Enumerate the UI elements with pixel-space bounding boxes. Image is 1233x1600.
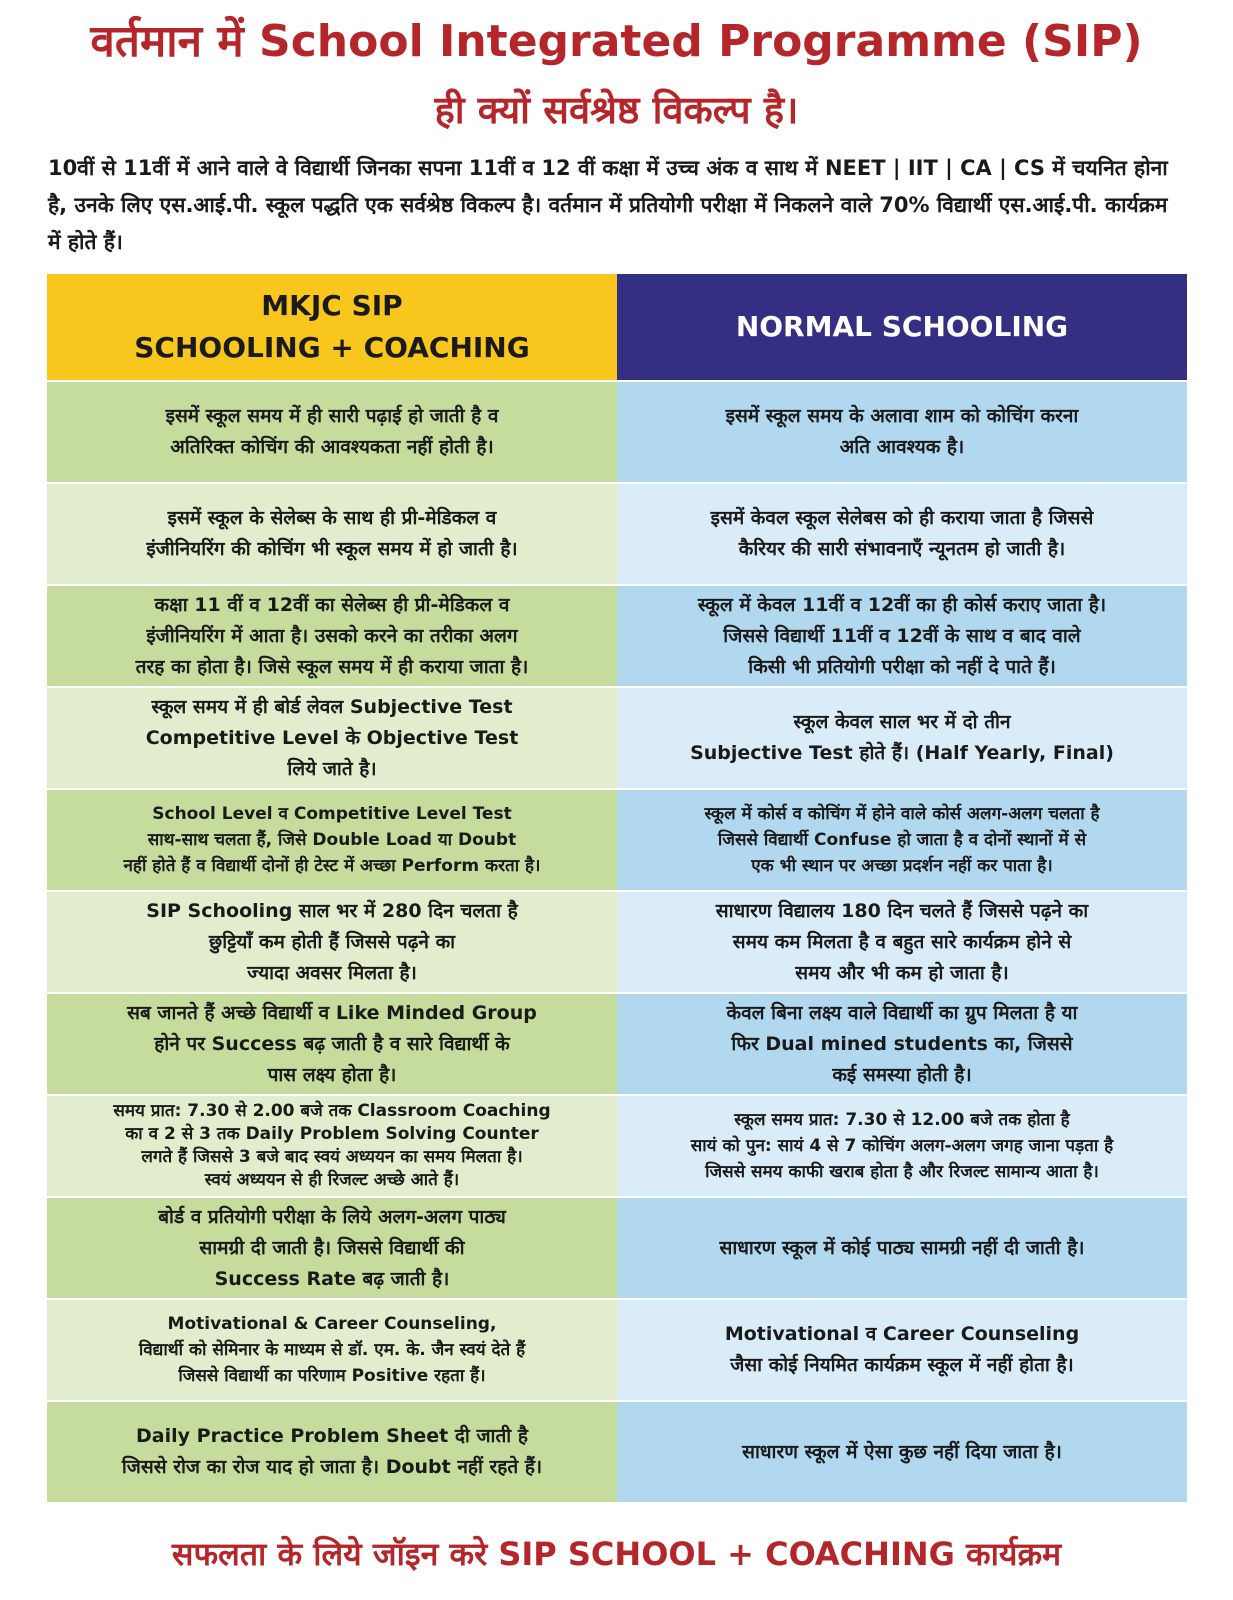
header-normal-schooling: NORMAL SCHOOLING [617, 274, 1187, 380]
sip-cell: SIP Schooling साल भर में 280 दिन चलता है छुट्टियाँ कम होती हैं जिससे पढ़ने का ज्यादा अवसर मिलता है। [47, 892, 617, 992]
table-row [47, 686, 1187, 788]
sip-cell: इसमें स्कूल के सेलेब्स के साथ ही प्री-मेडिकल व इंजीनियरिंग की कोचिंग भी स्कूल समय में हो जाती है। [47, 484, 617, 584]
sip-cell: Motivational & Career Counseling, विद्यार्थी को सेमिनार के माध्यम से डॉ. एम. के. जैन स्वयं देते हैं जिससे विद्यार्थी का परिणाम Positive रहता हैं। [47, 1300, 617, 1400]
normal-cell: साधारण विद्यालय 180 दिन चलते हैं जिससे पढ़ने का समय कम मिलता है व बहुत सारे कार्यक्रम होने से समय और भी कम हो जाता है। [617, 892, 1187, 992]
normal-cell: इसमें केवल स्कूल सेलेबस को ही कराया जाता है जिससे कैरियर की सारी संभावनाएँ न्यूनतम हो जाती है। [617, 484, 1187, 584]
sip-cell: कक्षा 11 वीं व 12वीं का सेलेब्स ही प्री-मेडिकल व इंजीनियरिंग में आता है। उसको करने का तरीका अलग तरह का होता है। जिसे स्कूल समय में ही कराया जाता है। [47, 586, 617, 686]
table-header-row [47, 274, 1187, 380]
normal-cell: स्कूल में कोर्स व कोचिंग में होने वाले कोर्स अलग-अलग चलता है जिससे विद्यार्थी Confuse हो जाता है व दोनों स्थानों में से एक भी स्थान पर अच्छा प्रदर्शन नहीं कर पाता है। [617, 790, 1187, 890]
sip-cell: इसमें स्कूल समय में ही सारी पढ़ाई हो जाती है व अतिरिक्त कोचिंग की आवश्यकता नहीं होती है। [47, 382, 617, 482]
header-mkjc-line2: SCHOOLING + COACHING [134, 331, 530, 364]
normal-cell: स्कूल केवल साल भर में दो तीन Subjective Test होते हैं। (Half Yearly, Final) [617, 688, 1187, 788]
normal-cell: इसमें स्कूल समय के अलावा शाम को कोचिंग करना अति आवश्यक है। [617, 382, 1187, 482]
sip-cell: बोर्ड व प्रतियोगी परीक्षा के लिये अलग-अलग पाठ्य सामग्री दी जाती है। जिससे विद्यार्थी की Success Rate बढ़ जाती है। [47, 1198, 617, 1298]
normal-cell: साधारण स्कूल में ऐसा कुछ नहीं दिया जाता है। [617, 1402, 1187, 1502]
sip-cell: सब जानते हैं अच्छे विद्यार्थी व Like Minded Group होने पर Success बढ़ जाती है व सारे विद्यार्थी के पास लक्ष्य होता है। [47, 994, 617, 1094]
sip-cell: School Level व Competitive Level Test साथ-साथ चलता हैं, जिसे Double Load या Doubt नहीं होते हैं व विद्यार्थी दोनों ही टेस्ट में अच्छा Perform करता है। [47, 790, 617, 890]
normal-cell: साधारण स्कूल में कोई पाठ्य सामग्री नहीं दी जाती है। [617, 1198, 1187, 1298]
table-row [47, 992, 1187, 1094]
table-row [47, 788, 1187, 890]
page-title: वर्तमान में School Integrated Programme (SIP) [90, 16, 1143, 67]
table-row [47, 1094, 1187, 1196]
table-row [47, 1400, 1187, 1502]
normal-cell: स्कूल में केवल 11वीं व 12वीं का ही कोर्स कराए जाता है। जिससे विद्यार्थी 11वीं व 12वीं के साथ व बाद वाले किसी भी प्रतियोगी परीक्षा को नहीं दे पाते हैं। [617, 586, 1187, 686]
sip-cell: Daily Practice Problem Sheet दी जाती है जिससे रोज का रोज याद हो जाता है। Doubt नहीं रहते हैं। [47, 1402, 617, 1502]
normal-cell: Motivational व Career Counseling जैसा कोई नियमित कार्यक्रम स्कूल में नहीं होता है। [617, 1300, 1187, 1400]
sip-cell: स्कूल समय में ही बोर्ड लेवल Subjective Test Competitive Level के Objective Test लिये जाते है। [47, 688, 617, 788]
normal-cell: स्कूल समय प्रात: 7.30 से 12.00 बजे तक होता है सायं को पुन: सायं 4 से 7 कोचिंग अलग-अलग जगह जाना पड़ता है जिससे समय काफी खराब होता है और रिजल्ट सामान्य आता है। [617, 1096, 1187, 1196]
table-row [47, 584, 1187, 686]
normal-cell: केवल बिना लक्ष्य वाले विद्यार्थी का ग्रुप मिलता है या फिर Dual mined students का, जिससे कई समस्या होती है। [617, 994, 1187, 1094]
table-row [47, 1298, 1187, 1400]
sip-cell: समय प्रात: 7.30 से 2.00 बजे तक Classroom Coaching का व 2 से 3 तक Daily Problem Solving Counter लगते हैं जिससे 3 बजे बाद स्वयं अध्ययन का समय मिलता है। स्वयं अध्ययन से ही रिजल्ट अच्छे आते हैं। [47, 1096, 617, 1196]
table-row [47, 890, 1187, 992]
footer-call-to-action: सफलता के लिये जॉइन करे SIP SCHOOL + COACHING कार्यक्रम [171, 1535, 1062, 1573]
header-mkjc-line1: MKJC SIP [261, 289, 403, 322]
page-subtitle: ही क्यों सर्वश्रेष्ठ विकल्प है। [434, 88, 799, 132]
intro-paragraph: 10वीं से 11वीं में आने वाले वे विद्यार्थी जिनका सपना 11वीं व 12 वीं कक्षा में उच्च अंक व साथ में NEET | IIT | CA | CS में चयनित होना है, उनके लिए एस.आई.पी. स्कूल पद्धति एक सर्वश्रेष्ठ विकल्प है। वर्तमान में प्रतियोगी परीक्षा में निकलने वाले 70% विद्यार्थी एस.आई.पी. कार्यक्रम में होते हैं। [48, 156, 1168, 254]
table-row [47, 1196, 1187, 1298]
comparison-table [47, 274, 1187, 1524]
table-row [47, 482, 1187, 584]
header-mkjc-sip [47, 274, 617, 380]
table-row [47, 380, 1187, 482]
